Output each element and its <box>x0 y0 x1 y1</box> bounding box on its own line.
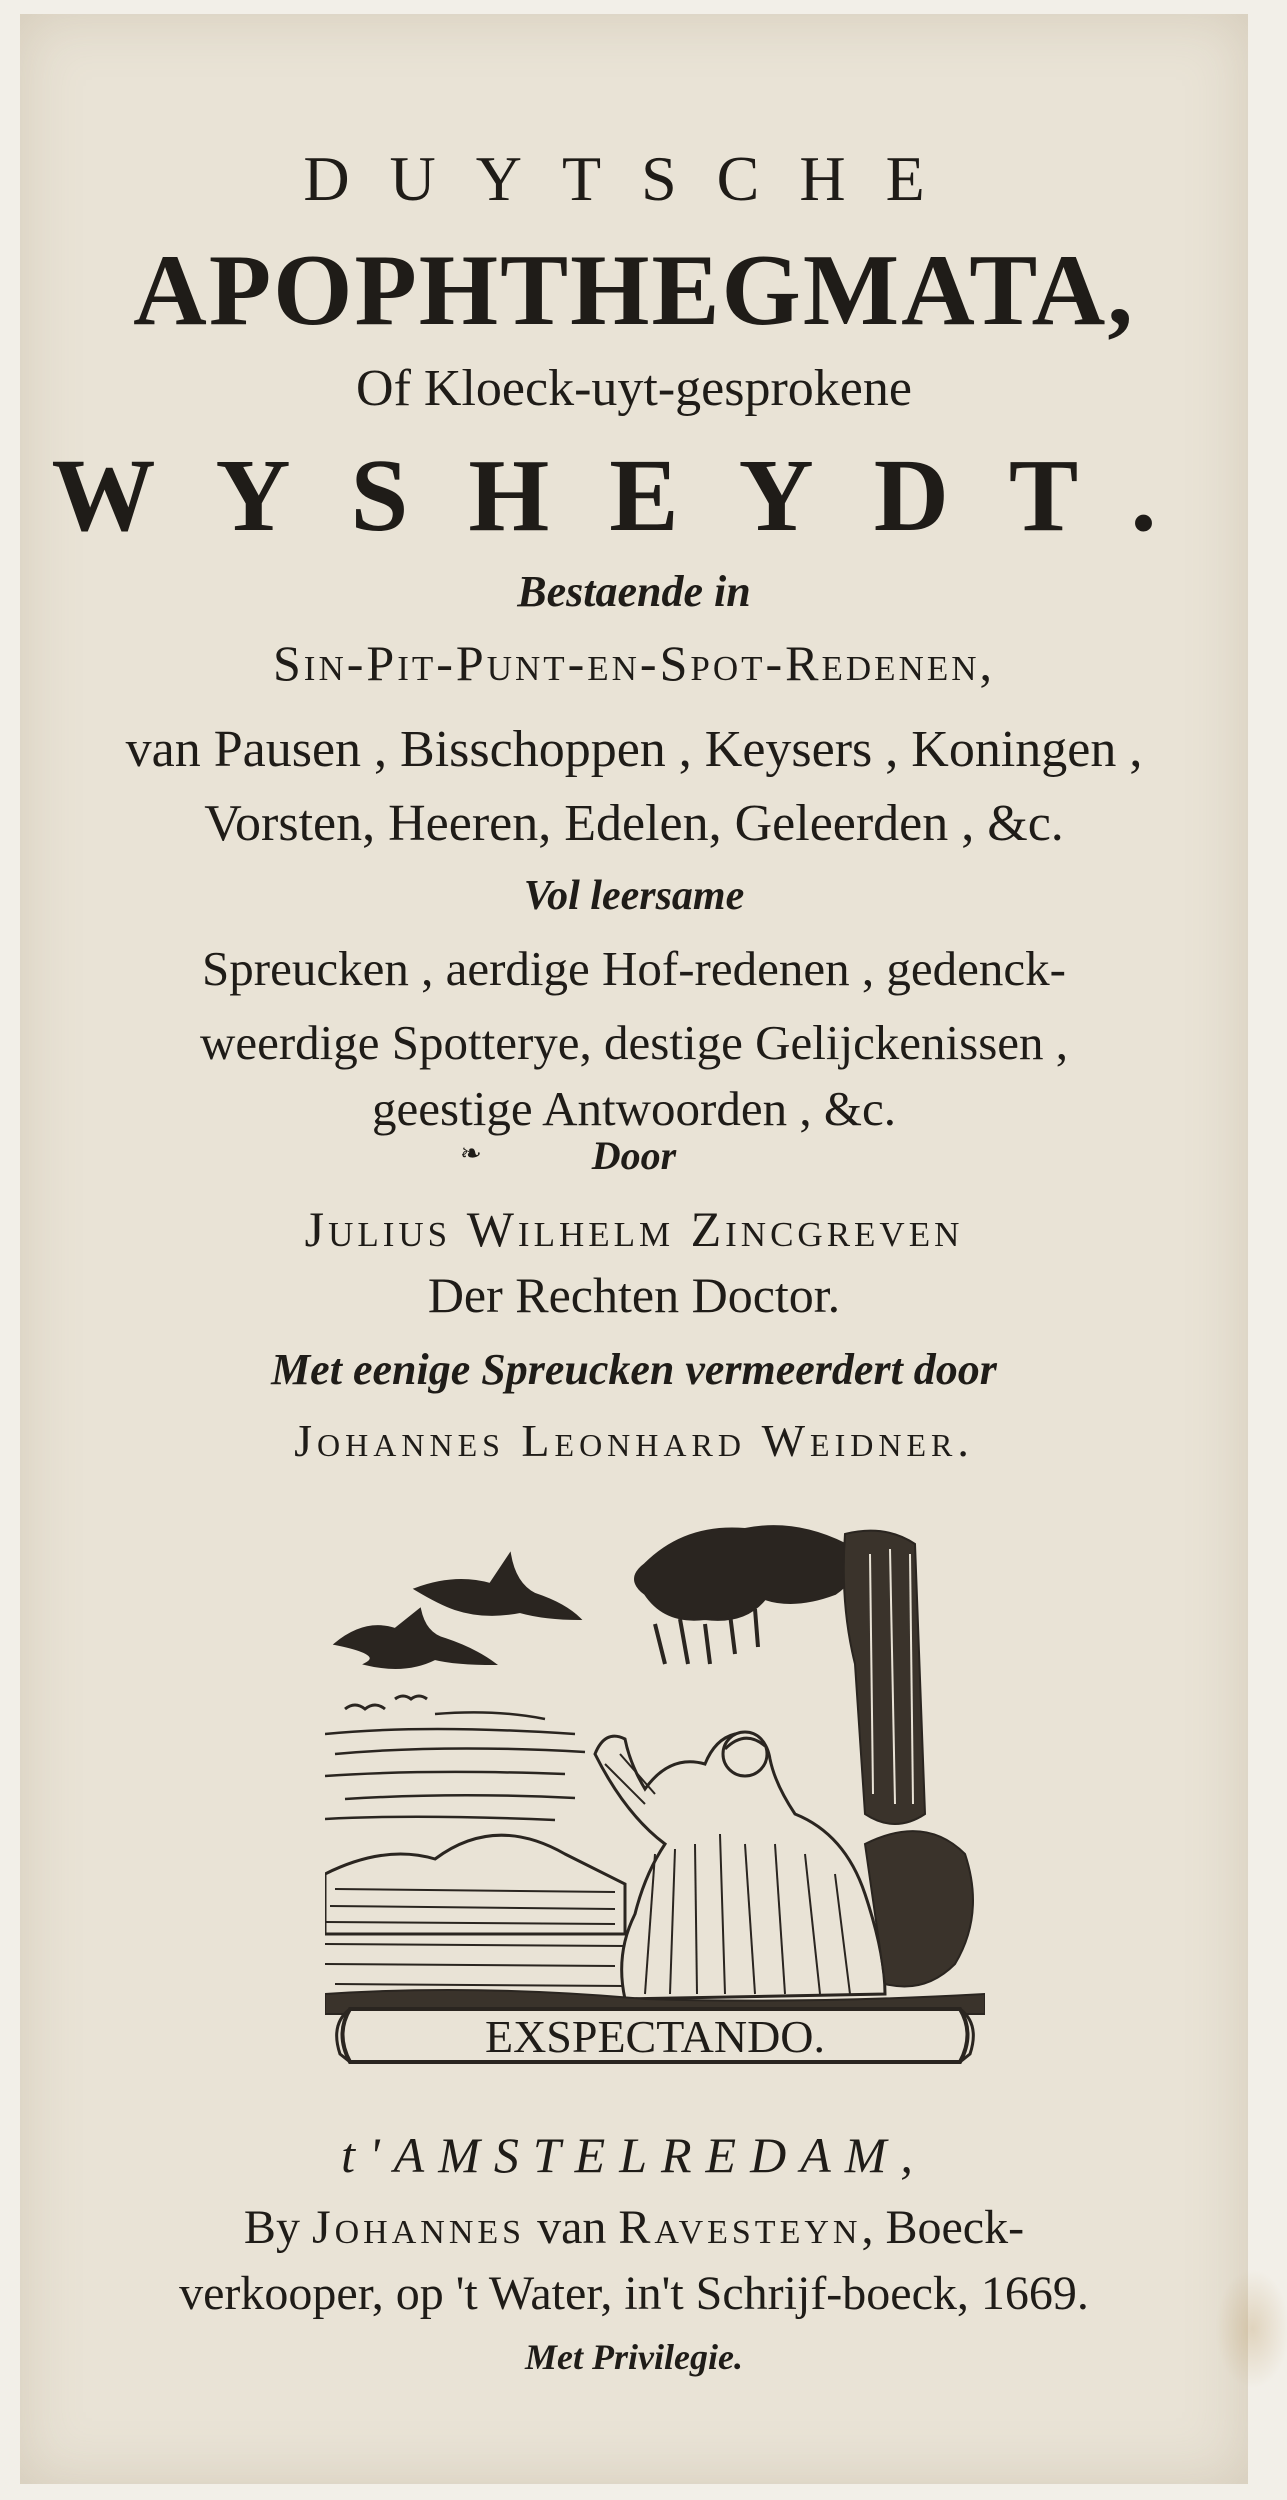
door-line: Door <box>591 1133 677 1178</box>
woodcut-motto: EXSPECTANDO. <box>484 2011 826 2062</box>
author-name: Julius Wilhelm Zincgreven <box>304 1201 964 1257</box>
imprint-printer-surname: Ravesteyn <box>618 2201 862 2254</box>
vorsten-line: Vorsten, Heeren, Edelen, Geleerden , &c. <box>204 795 1064 852</box>
vol-leersame-line: Vol leersame <box>523 873 745 919</box>
imprint-printer-first: Johannes <box>311 2201 526 2254</box>
pausen-line: van Pausen , Bisschoppen , Keysers , Koningen , <box>125 721 1143 778</box>
woodcut-illustration <box>325 1514 985 2074</box>
imprint-line1-end: , Boeck- <box>861 2201 1025 2254</box>
editor-intro: Met eenige Spreucken vermeerdert door <box>271 1345 997 1394</box>
imprint-van: van <box>525 2201 619 2254</box>
imprint-privilege: Met Privilegie. <box>525 2337 743 2377</box>
antwoorden-line: geestige Antwoorden , &c. <box>372 1081 896 1136</box>
title-page <box>20 14 1248 2484</box>
editor-name: Johannes Leonhard Weidner. <box>294 1415 974 1466</box>
imprint-city: t'AMSTELREDAM, <box>341 2127 927 2183</box>
fleuron-icon: ❧ <box>460 1139 482 1168</box>
subtitle-line: Of Kloeck-uyt-gesprokene <box>356 360 912 417</box>
spotterye-line: weerdige Spotterye, destige Gelijckenissen , <box>199 1015 1069 1070</box>
redenen-line: Sin-Pit-Punt-en-Spot-Redenen, <box>273 635 995 691</box>
title-line-duytsche: DUYTSCHE <box>303 143 965 214</box>
title-line-wysheydt: WYSHEYDT. <box>51 438 1217 553</box>
imprint-address: verkooper, op 't Water, in't Schrijf-boeck, 1669. <box>179 2267 1089 2320</box>
imprint-printer-line <box>20 2200 1248 2255</box>
bestaende-line: Bestaende in <box>517 567 751 616</box>
spreucken-line: Spreucken , aerdige Hof-redenen , gedenck- <box>202 941 1066 996</box>
author-title: Der Rechten Doctor. <box>427 1267 841 1323</box>
title-line-apophthegmata: APOPHTHEGMATA, <box>133 234 1135 347</box>
imprint-by: By <box>243 2201 312 2254</box>
